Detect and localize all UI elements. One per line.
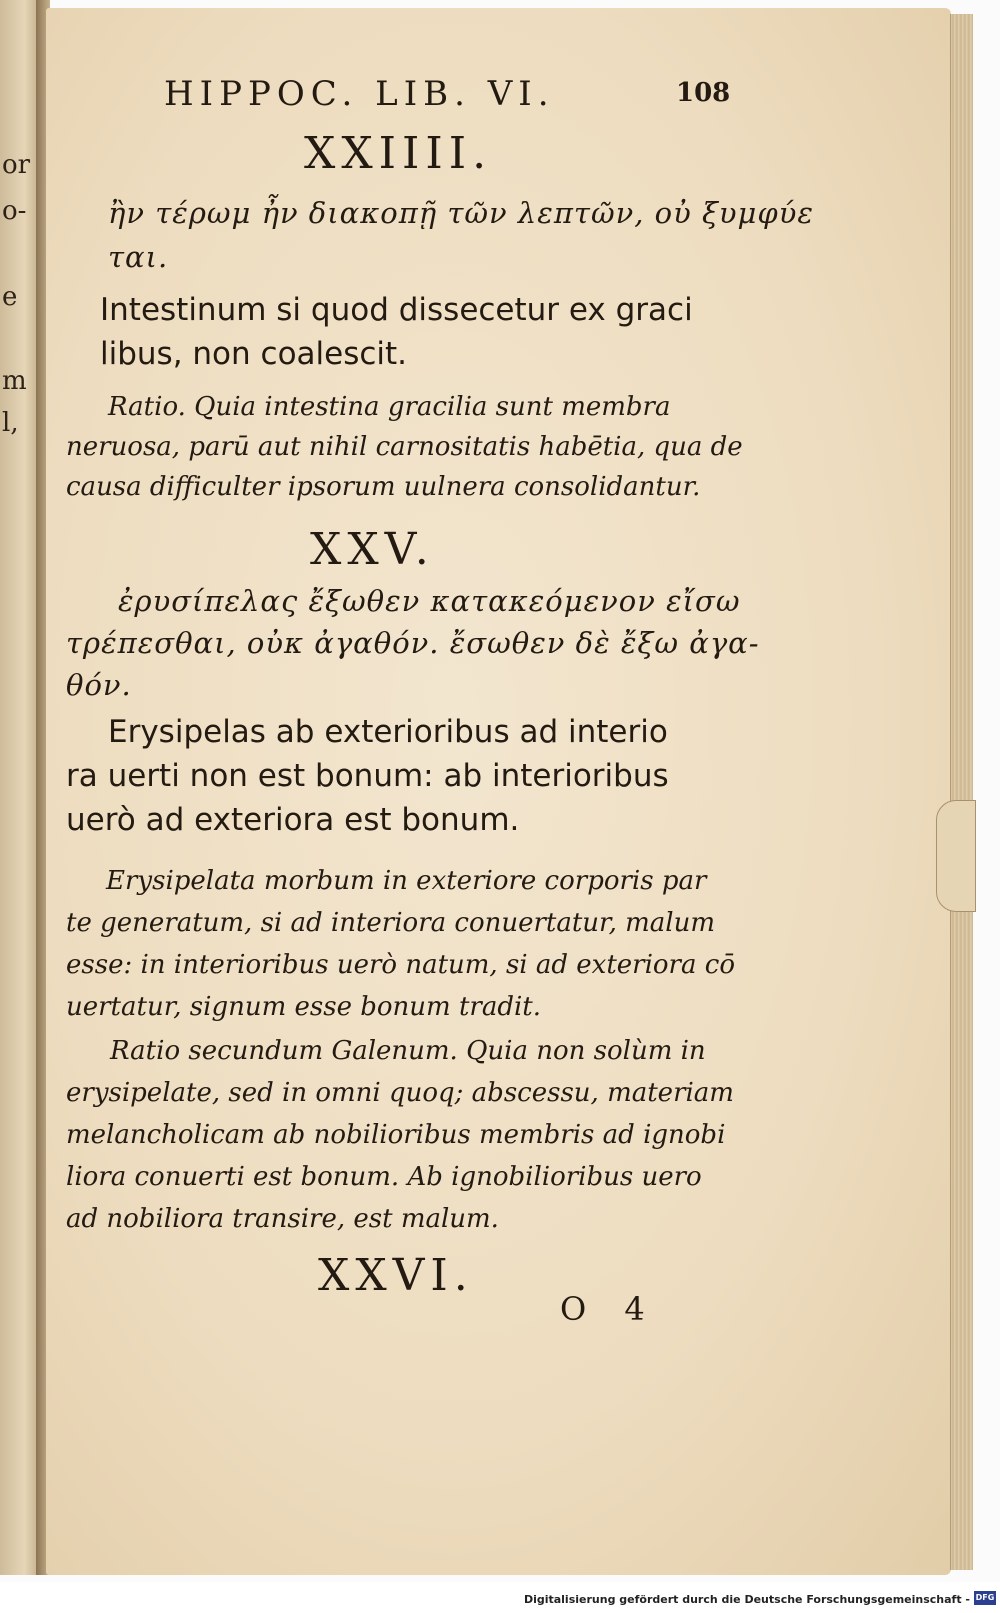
greek-aphorism-line: ἢν τέρωμ ἦν διακοπῇ τῶν λεπτῶν, οὐ ξυμφύε <box>108 196 814 230</box>
commentary-line: Ratio secundum Galenum. Quia non solùm in <box>110 1036 706 1066</box>
digitization-credit: Digitalisierung gefördert durch die Deutsche Forschungsgemeinschaft - <box>523 1593 970 1606</box>
commentary-line: esse: in interioribus uerò natum, si ad exteriora cō <box>66 950 735 980</box>
book-clasp <box>936 800 976 912</box>
commentary-line: Erysipelata morbum in exteriore corporis par <box>106 866 707 896</box>
dfg-logo-icon: DFG <box>974 1591 996 1605</box>
running-head: HIPPOC. LIB. VI. <box>164 74 555 114</box>
latin-aphorism-line: Erysipelas ab exterioribus ad interio <box>108 714 668 750</box>
page-fore-edge <box>950 14 973 1570</box>
greek-aphorism-line: ἐρυσίπελας ἔξωθεν κατακεόμενον εἴσω <box>118 584 741 618</box>
section-number: XXVI. <box>318 1250 474 1301</box>
commentary-line: neruosa, parū aut nihil carnositatis habētia, qua de <box>66 432 743 462</box>
signature-mark: O 4 <box>560 1290 659 1328</box>
commentary-line: Ratio. Quia intestina gracilia sunt membra <box>108 392 671 422</box>
latin-aphorism-line: Intestinum si quod dissecetur ex graci <box>100 292 693 328</box>
latin-aphorism-line: libus, non coalescit. <box>100 336 408 372</box>
prev-page-fragment: or <box>2 150 31 180</box>
latin-aphorism-line: uerò ad exteriora est bonum. <box>66 802 520 838</box>
greek-aphorism-line: τρέπεσθαι, οὐκ ἀγαθόν. ἔσωθεν δὲ ἔξω ἀγα- <box>66 626 760 660</box>
commentary-line: causa difficulter ipsorum uulnera consolidantur. <box>66 472 701 502</box>
prev-page-fragment: o- <box>2 196 27 226</box>
greek-aphorism-line: θόν. <box>66 668 132 702</box>
folio-number: 108 <box>676 78 731 108</box>
latin-aphorism-line: ra uerti non est bonum: ab interioribus <box>66 758 669 794</box>
commentary-line: te generatum, si ad interiora conuertatur, malum <box>66 908 716 938</box>
section-number: XXV. <box>310 524 435 575</box>
prev-page-fragment: l, <box>2 408 19 438</box>
greek-aphorism-line: ται. <box>108 240 169 274</box>
prev-page-fragment: e <box>2 282 18 312</box>
commentary-line: erysipelate, sed in omni quoq; abscessu, materiam <box>66 1078 734 1108</box>
prev-page-fragment: m <box>2 366 27 396</box>
commentary-line: melancholicam ab nobilioribus membris ad ignobi <box>66 1120 726 1150</box>
commentary-line: ad nobiliora transire, est malum. <box>66 1204 499 1234</box>
commentary-line: liora conuerti est bonum. Ab ignobilioribus uero <box>66 1162 702 1192</box>
section-number: XXIIII. <box>304 128 493 179</box>
commentary-line: uertatur, signum esse bonum tradit. <box>66 992 541 1022</box>
